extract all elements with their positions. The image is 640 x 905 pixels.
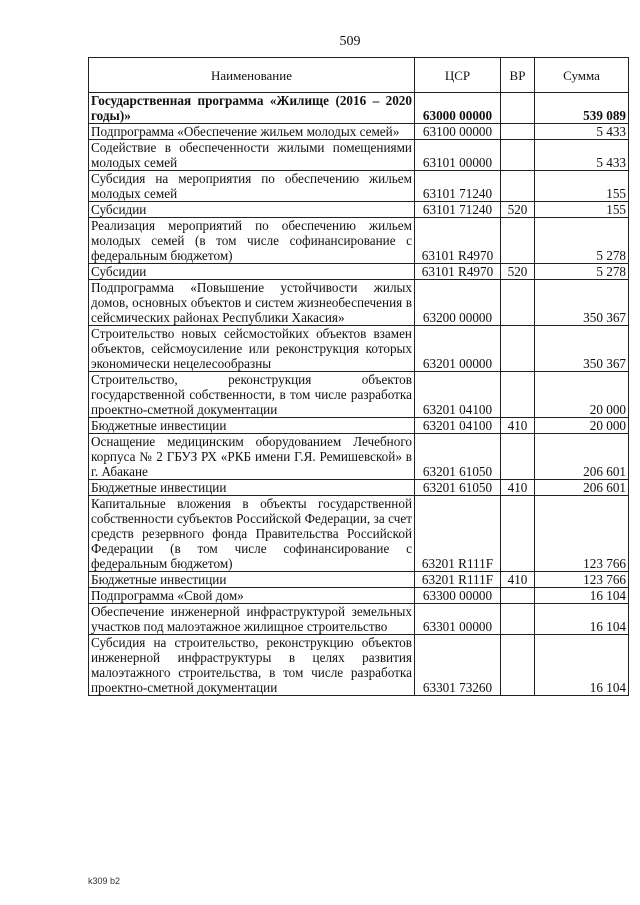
row-sum-cell: 5 433 — [535, 124, 629, 140]
row-vr-cell — [501, 218, 535, 264]
row-csr-cell: 63201 04100 — [415, 418, 501, 434]
row-name-cell: Капитальные вложения в объекты государственной собственности субъектов Российской Федерации, за счет средств резервного фонда Правительства Российской Федерации (в том числе софинансирование с федеральным бюджетом) — [89, 496, 415, 572]
row-name-cell: Подпрограмма «Свой дом» — [89, 588, 415, 604]
row-vr-cell: 410 — [501, 418, 535, 434]
budget-table — [88, 57, 629, 696]
row-sum-cell: 20 000 — [535, 418, 629, 434]
row-csr-cell: 63201 61050 — [415, 434, 501, 480]
row-csr-cell: 63101 R4970 — [415, 264, 501, 280]
row-csr-cell: 63101 00000 — [415, 140, 501, 171]
row-csr-cell: 63101 R4970 — [415, 218, 501, 264]
footer-code: k309 b2 — [88, 876, 121, 886]
table-row — [89, 280, 629, 326]
row-name-cell: Бюджетные инвестиции — [89, 418, 415, 434]
row-sum-cell: 20 000 — [535, 372, 629, 418]
row-sum-cell: 155 — [535, 202, 629, 218]
row-vr-cell: 410 — [501, 572, 535, 588]
table-row — [89, 480, 629, 496]
table-row — [89, 326, 629, 372]
row-vr-cell: 520 — [501, 264, 535, 280]
row-vr-cell — [501, 496, 535, 572]
row-name-cell: Бюджетные инвестиции — [89, 572, 415, 588]
row-vr-cell — [501, 588, 535, 604]
row-sum-cell: 350 367 — [535, 326, 629, 372]
row-csr-cell: 63201 R111F — [415, 572, 501, 588]
table-row — [89, 171, 629, 202]
row-csr-cell: 63201 04100 — [415, 372, 501, 418]
row-name-cell: Государственная программа «Жилище (2016 – 2020 годы)» — [89, 93, 415, 124]
row-name-cell: Оснащение медицинским оборудованием Лечебного корпуса № 2 ГБУЗ РХ «РКБ имени Г.Я. Ремишевской» в г. Абакане — [89, 434, 415, 480]
row-sum-cell: 350 367 — [535, 280, 629, 326]
row-csr-cell: 63201 R111F — [415, 496, 501, 572]
row-vr-cell: 410 — [501, 480, 535, 496]
table-row — [89, 496, 629, 572]
row-sum-cell: 16 104 — [535, 635, 629, 696]
row-csr-cell: 63101 71240 — [415, 202, 501, 218]
row-vr-cell — [501, 93, 535, 124]
row-vr-cell — [501, 635, 535, 696]
row-name-cell: Содействие в обеспеченности жилыми помещениями молодых семей — [89, 140, 415, 171]
row-csr-cell: 63300 00000 — [415, 588, 501, 604]
row-name-cell: Строительство, реконструкция объектов государственной собственности, в том числе разработка проектно-сметной документации — [89, 372, 415, 418]
row-vr-cell — [501, 604, 535, 635]
row-vr-cell — [501, 124, 535, 140]
header-sum: Сумма — [535, 58, 629, 93]
row-name-cell: Строительство новых сейсмостойких объектов взамен объектов, сейсмоусиление или реконструкция которых экономически нецелесообразны — [89, 326, 415, 372]
row-sum-cell: 123 766 — [535, 572, 629, 588]
row-csr-cell: 63100 00000 — [415, 124, 501, 140]
row-csr-cell: 63000 00000 — [415, 93, 501, 124]
table-row — [89, 202, 629, 218]
row-name-cell: Обеспечение инженерной инфраструктурой земельных участков под малоэтажное жилищное строительство — [89, 604, 415, 635]
row-csr-cell: 63201 00000 — [415, 326, 501, 372]
row-csr-cell: 63200 00000 — [415, 280, 501, 326]
table-row — [89, 218, 629, 264]
row-sum-cell: 123 766 — [535, 496, 629, 572]
row-sum-cell: 16 104 — [535, 604, 629, 635]
row-name-cell: Подпрограмма «Повышение устойчивости жилых домов, основных объектов и систем жизнеобеспечения в сейсмических районах Республики Хакасия» — [89, 280, 415, 326]
table-row — [89, 604, 629, 635]
row-csr-cell: 63301 73260 — [415, 635, 501, 696]
header-name: Наименование — [89, 58, 415, 93]
row-name-cell: Субсидии — [89, 202, 415, 218]
row-vr-cell: 520 — [501, 202, 535, 218]
row-name-cell: Субсидия на мероприятия по обеспечению жильем молодых семей — [89, 171, 415, 202]
table-row — [89, 635, 629, 696]
table-row — [89, 140, 629, 171]
row-name-cell: Подпрограмма «Обеспечение жильем молодых семей» — [89, 124, 415, 140]
row-csr-cell: 63201 61050 — [415, 480, 501, 496]
table-row — [89, 93, 629, 124]
row-csr-cell: 63301 00000 — [415, 604, 501, 635]
page-number: 509 — [339, 34, 361, 49]
row-sum-cell: 539 089 — [535, 93, 629, 124]
table-row — [89, 418, 629, 434]
table-row — [89, 372, 629, 418]
header-csr: ЦСР — [415, 58, 501, 93]
row-vr-cell — [501, 280, 535, 326]
table-body — [89, 93, 629, 696]
row-sum-cell: 5 278 — [535, 264, 629, 280]
row-vr-cell — [501, 434, 535, 480]
table-row — [89, 572, 629, 588]
row-sum-cell: 5 433 — [535, 140, 629, 171]
row-vr-cell — [501, 140, 535, 171]
table-row — [89, 124, 629, 140]
table-row — [89, 264, 629, 280]
row-name-cell: Субсидии — [89, 264, 415, 280]
table-row — [89, 434, 629, 480]
row-name-cell: Реализация мероприятий по обеспечению жильем молодых семей (в том числе софинансирование с федеральным бюджетом) — [89, 218, 415, 264]
row-sum-cell: 16 104 — [535, 588, 629, 604]
row-name-cell: Субсидия на строительство, реконструкцию объектов инженерной инфраструктуры в целях развития малоэтажного строительства, в том числе разработка проектно-сметной документации — [89, 635, 415, 696]
table-header-row — [89, 58, 629, 93]
row-csr-cell: 63101 71240 — [415, 171, 501, 202]
table-row — [89, 588, 629, 604]
row-name-cell: Бюджетные инвестиции — [89, 480, 415, 496]
row-sum-cell: 206 601 — [535, 480, 629, 496]
row-vr-cell — [501, 326, 535, 372]
row-sum-cell: 206 601 — [535, 434, 629, 480]
header-vr: ВР — [501, 58, 535, 93]
row-sum-cell: 155 — [535, 171, 629, 202]
row-sum-cell: 5 278 — [535, 218, 629, 264]
row-vr-cell — [501, 372, 535, 418]
row-vr-cell — [501, 171, 535, 202]
